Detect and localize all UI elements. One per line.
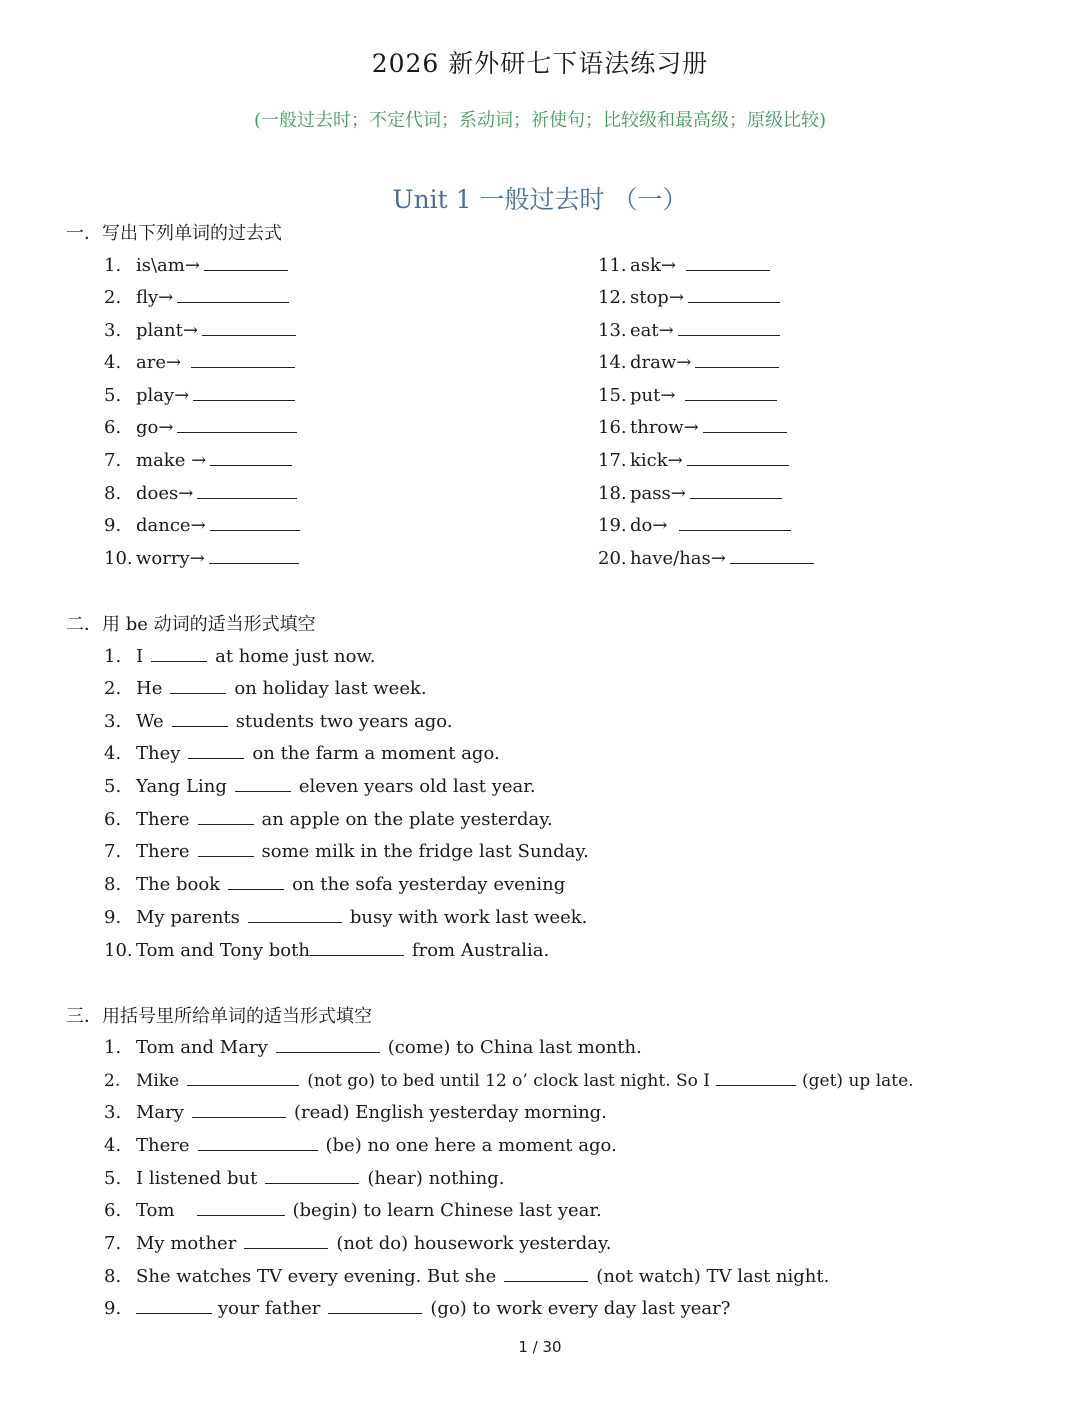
answer-blank[interactable] <box>248 904 342 923</box>
s1-item <box>598 414 791 439</box>
answer-blank[interactable] <box>687 447 789 466</box>
document-title: 2026 新外研七下语法练习册 <box>371 49 709 78</box>
item-number: 8. <box>104 1266 122 1287</box>
item-word: make → <box>136 450 207 471</box>
answer-blank[interactable] <box>136 1295 212 1314</box>
item-number: 5. <box>104 385 122 406</box>
item-text-b: (hear) nothing. <box>367 1168 505 1189</box>
item-text-before: He <box>136 678 163 699</box>
item-number: 1. <box>104 255 122 276</box>
item-text-before: There <box>136 809 190 830</box>
item-text-a: There <box>136 1135 190 1156</box>
item-text-a: Tom and Mary <box>136 1037 268 1058</box>
item-text-after: eleven years old last year. <box>298 776 536 797</box>
item-text-after: on the farm a moment ago. <box>252 743 500 764</box>
item-number: 7. <box>104 450 122 471</box>
item-word: are→ <box>136 352 182 373</box>
item-text-b: your father <box>218 1298 321 1319</box>
item-number: 10. <box>104 548 133 569</box>
answer-blank[interactable] <box>177 284 289 303</box>
answer-blank[interactable] <box>198 806 254 825</box>
unit-title: Unit 1 一般过去时 （一） <box>392 185 688 214</box>
item-number: 9. <box>104 907 122 928</box>
item-word: stop→ <box>630 287 684 308</box>
item-text-after: some milk in the fridge last Sunday. <box>261 841 589 862</box>
item-text-before: There <box>136 841 190 862</box>
answer-blank[interactable] <box>197 1197 285 1216</box>
s1-item <box>598 349 783 374</box>
item-text-before: My parents <box>136 907 240 928</box>
item-word: ask→ <box>630 255 676 276</box>
answer-blank[interactable] <box>198 838 254 857</box>
answer-blank[interactable] <box>209 545 299 564</box>
item-number: 2. <box>104 287 122 308</box>
item-text-b: (begin) to learn Chinese last year. <box>292 1200 602 1221</box>
answer-blank[interactable] <box>204 252 288 271</box>
item-text-before: They <box>136 743 181 764</box>
s3-item <box>104 1263 829 1288</box>
s3-item <box>104 1132 617 1157</box>
answer-blank[interactable] <box>151 643 207 662</box>
item-number: 3. <box>104 320 122 341</box>
s2-item <box>104 708 453 733</box>
s1-item <box>598 480 786 505</box>
item-word: plant→ <box>136 320 198 341</box>
s1-item <box>104 447 296 472</box>
s2-item <box>104 904 587 929</box>
answer-blank[interactable] <box>328 1295 422 1314</box>
item-number: 13. <box>598 320 627 341</box>
s3-item <box>104 1165 505 1190</box>
item-text-before: Yang Ling <box>136 776 227 797</box>
s2-item <box>104 806 553 831</box>
answer-blank[interactable] <box>193 382 295 401</box>
item-word: have/has→ <box>630 548 726 569</box>
answer-blank[interactable] <box>265 1165 359 1184</box>
item-text-b: (not go) to bed until 12 o’ clock last night. So I <box>307 1071 711 1091</box>
item-number: 8. <box>104 483 122 504</box>
item-number: 11. <box>598 255 627 276</box>
item-number: 9. <box>104 515 122 536</box>
item-number: 7. <box>104 841 122 862</box>
answer-blank[interactable] <box>686 252 770 271</box>
item-word: draw→ <box>630 352 692 373</box>
item-text-a: Tom <box>136 1200 175 1221</box>
item-number: 15. <box>598 385 627 406</box>
answer-blank[interactable] <box>187 1067 299 1086</box>
item-text-a: She watches TV every evening. But she <box>136 1266 497 1287</box>
s3-item <box>104 1099 607 1124</box>
answer-blank[interactable] <box>703 414 787 433</box>
answer-blank[interactable] <box>192 1099 286 1118</box>
item-word: dance→ <box>136 515 206 536</box>
s1-item <box>104 284 293 309</box>
s2-item <box>104 643 375 668</box>
item-word: go→ <box>136 417 174 438</box>
answer-blank[interactable] <box>716 1067 796 1086</box>
item-number: 4. <box>104 743 122 764</box>
s1-item <box>104 480 301 505</box>
item-number: 4. <box>104 1135 122 1156</box>
item-text-after: on holiday last week. <box>234 678 427 699</box>
answer-blank[interactable] <box>695 349 779 368</box>
s3-item <box>104 1067 914 1092</box>
item-text-a: I listened but <box>136 1168 258 1189</box>
answer-blank[interactable] <box>235 773 291 792</box>
item-number: 19. <box>598 515 627 536</box>
answer-blank[interactable] <box>688 284 780 303</box>
s2-item <box>104 838 589 863</box>
item-number: 3. <box>104 1102 122 1123</box>
item-text-a: Mary <box>136 1102 184 1123</box>
s1-item <box>598 252 774 277</box>
item-number: 16. <box>598 417 627 438</box>
item-number: 20. <box>598 548 627 569</box>
s2-item <box>104 937 549 962</box>
s1-item <box>104 512 304 537</box>
answer-blank[interactable] <box>678 317 780 336</box>
s1-item <box>104 349 299 374</box>
s3-item <box>104 1034 642 1059</box>
item-text-after: from Australia. <box>411 940 550 961</box>
page-number: 1 / 30 <box>518 1338 562 1356</box>
item-text-b: (read) English yesterday morning. <box>293 1102 607 1123</box>
s2-item <box>104 740 500 765</box>
answer-blank[interactable] <box>197 480 297 499</box>
section-1-heading: 一．写出下列单词的过去式 <box>66 223 282 244</box>
answer-blank[interactable] <box>310 937 404 956</box>
item-number: 8. <box>104 874 122 895</box>
item-word: pass→ <box>630 483 686 504</box>
answer-blank[interactable] <box>228 871 284 890</box>
item-text-c: (get) up late. <box>802 1071 914 1091</box>
s1-item <box>104 382 299 407</box>
item-text-before: I <box>136 646 144 667</box>
s1-item <box>598 382 781 407</box>
item-number: 12. <box>598 287 627 308</box>
item-number: 14. <box>598 352 627 373</box>
item-text-after: an apple on the plate yesterday. <box>261 809 553 830</box>
answer-blank[interactable] <box>210 447 292 466</box>
answer-blank[interactable] <box>172 708 228 727</box>
s3-item <box>104 1295 730 1320</box>
document-subtitle: (一般过去时；不定代词；系动词；祈使句；比较级和最高级；原级比较) <box>253 110 827 131</box>
item-number: 5. <box>104 1168 122 1189</box>
s2-item <box>104 773 536 798</box>
item-text-after: on the sofa yesterday evening <box>292 874 566 895</box>
section-2-heading: 二．用 be 动词的适当形式填空 <box>66 614 316 635</box>
answer-blank[interactable] <box>690 480 782 499</box>
item-number: 3. <box>104 711 122 732</box>
item-word: throw→ <box>630 417 699 438</box>
item-number: 10. <box>104 940 133 961</box>
item-text-before: Tom and Tony both <box>136 940 310 961</box>
item-text-before: The book <box>136 874 221 895</box>
s1-item <box>104 414 301 439</box>
item-word: eat→ <box>630 320 674 341</box>
s2-item <box>104 871 565 896</box>
s1-item <box>104 252 292 277</box>
answer-blank[interactable] <box>198 1132 318 1151</box>
item-number: 6. <box>104 417 122 438</box>
item-text-b: (not watch) TV last night. <box>596 1266 830 1287</box>
answer-blank[interactable] <box>504 1263 588 1282</box>
answer-blank[interactable] <box>276 1034 380 1053</box>
item-word: does→ <box>136 483 194 504</box>
item-number: 1. <box>104 646 122 667</box>
s1-item <box>598 284 784 309</box>
item-text-before: We <box>136 711 164 732</box>
item-number: 4. <box>104 352 122 373</box>
item-number: 5. <box>104 776 122 797</box>
item-text-b: (not do) housework yesterday. <box>336 1233 612 1254</box>
item-number: 2. <box>104 678 122 699</box>
item-number: 17. <box>598 450 627 471</box>
item-text-b: (be) no one here a moment ago. <box>325 1135 617 1156</box>
item-number: 1. <box>104 1037 122 1058</box>
item-word: worry→ <box>136 548 205 569</box>
s1-item <box>598 447 793 472</box>
answer-blank[interactable] <box>202 317 296 336</box>
item-text-after: busy with work last week. <box>349 907 588 928</box>
item-number: 9. <box>104 1298 122 1319</box>
item-text-a: My mother <box>136 1233 237 1254</box>
item-number: 7. <box>104 1233 122 1254</box>
item-word: do→ <box>630 515 668 536</box>
answer-blank[interactable] <box>177 414 297 433</box>
answer-blank[interactable] <box>730 545 814 564</box>
item-word: is\am→ <box>136 255 200 276</box>
answer-blank[interactable] <box>170 675 226 694</box>
item-number: 6. <box>104 809 122 830</box>
item-text-after: students two years ago. <box>235 711 453 732</box>
answer-blank[interactable] <box>685 382 777 401</box>
s3-item <box>104 1230 612 1255</box>
item-word: fly→ <box>136 287 174 308</box>
answer-blank[interactable] <box>244 1230 328 1249</box>
s1-item <box>598 545 818 570</box>
s3-item <box>104 1197 602 1222</box>
item-word: play→ <box>136 385 190 406</box>
answer-blank[interactable] <box>679 512 791 531</box>
item-word: kick→ <box>630 450 683 471</box>
s1-item <box>598 512 795 537</box>
item-text-after: at home just now. <box>215 646 376 667</box>
item-word: put→ <box>630 385 676 406</box>
item-text-b: (come) to China last month. <box>387 1037 642 1058</box>
item-text-c: (go) to work every day last year? <box>430 1298 731 1319</box>
item-number: 2. <box>104 1071 121 1091</box>
s2-item <box>104 675 427 700</box>
s1-item <box>104 317 300 342</box>
section-3-heading: 三．用括号里所给单词的适当形式填空 <box>66 1006 372 1027</box>
s1-item <box>598 317 784 342</box>
item-text-a: Mike <box>136 1071 180 1091</box>
item-number: 6. <box>104 1200 122 1221</box>
item-number: 18. <box>598 483 627 504</box>
answer-blank[interactable] <box>191 349 295 368</box>
answer-blank[interactable] <box>210 512 300 531</box>
s1-item <box>104 545 303 570</box>
answer-blank[interactable] <box>188 740 244 759</box>
